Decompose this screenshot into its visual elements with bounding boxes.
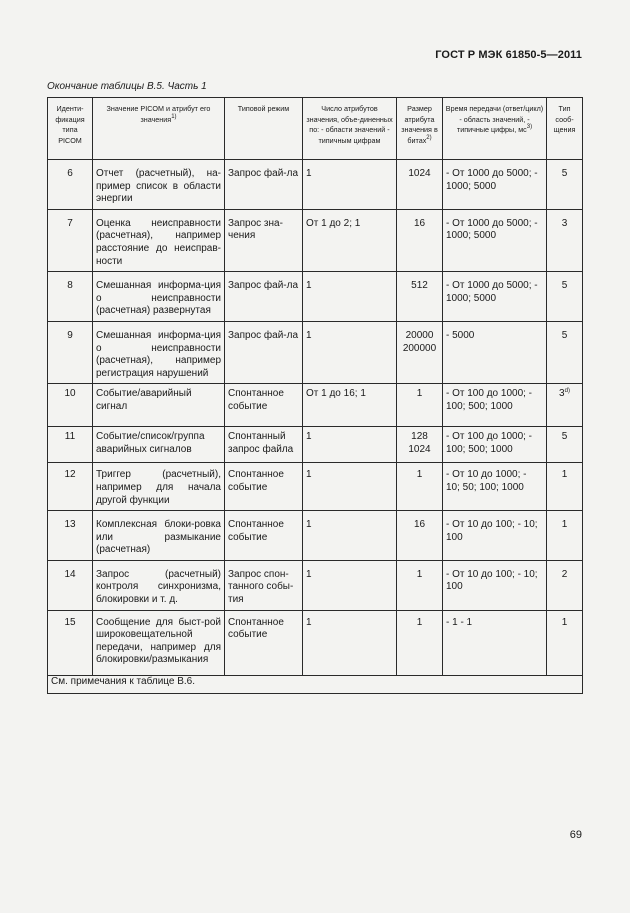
row-time-cell: - От 10 до 100; - 10; 100 [443, 560, 547, 610]
row-bits-cell: 128 1024 [397, 427, 443, 463]
row-mode-cell: Спонтанное событие [225, 463, 303, 511]
row-id-cell: 11 [48, 427, 93, 463]
table-row [48, 511, 583, 561]
table-row [48, 160, 583, 210]
row-value-cell: Смешанная информа-ция о неисправности (расчетная), например регистрация нарушений [93, 321, 225, 383]
table-row [48, 384, 583, 427]
row-value-cell: Событие/аварийный сигнал [93, 384, 225, 427]
row-id-cell: 7 [48, 209, 93, 271]
row-value-cell: Запрос (расчетный) контроля синхронизма, блокировки и т. д. [93, 560, 225, 610]
row-msg-type-cell: 1 [547, 463, 583, 511]
row-value-cell: Оценка неисправности (расчетная), например расстояние до неисправ-ности [93, 209, 225, 271]
row-bits-cell: 1024 [397, 160, 443, 210]
row-attr-count-cell: 1 [303, 321, 397, 383]
row-value-cell: Комплексная блоки-ровка или размыкание (расчетная) [93, 511, 225, 561]
col-header-time: Время передачи (ответ/цикл) - область значений, - типичные цифры, $мс^{3)}$ [443, 98, 547, 160]
row-time-cell: - От 1000 до 5000; - 1000; 5000 [443, 209, 547, 271]
row-attr-count-cell: 1 [303, 160, 397, 210]
row-attr-count-cell: 1 [303, 610, 397, 675]
col-header-value: Значение PICOM и атрибут его значения$^{1)}$ [93, 98, 225, 160]
row-id-cell: 9 [48, 321, 93, 383]
row-time-cell: - От 1000 до 5000; - 1000; 5000 [443, 160, 547, 210]
row-mode-cell: Спонтанное событие [225, 511, 303, 561]
row-mode-cell: Спонтанное событие [225, 384, 303, 427]
table-row [48, 463, 583, 511]
row-value-cell: Сообщение для быст-рой широковещательной передачи, например для блокировки/размыкания [93, 610, 225, 675]
col-header-attr-count: Число атрибутов значения, объе-диненных по: - области значений - типичным цифрам [303, 98, 397, 160]
row-time-cell: - От 10 до 1000; - 10; 50; 100; 1000 [443, 463, 547, 511]
row-attr-count-cell: 1 [303, 463, 397, 511]
row-mode-cell: Запрос фай-ла [225, 160, 303, 210]
row-value-cell: Событие/список/группа аварийных сигналов [93, 427, 225, 463]
table-row [48, 560, 583, 610]
col-header-size: Размер атрибута значения в битах$^{2)}$ [397, 98, 443, 160]
table-row [48, 610, 583, 675]
row-bits-cell: 1 [397, 463, 443, 511]
table-row [48, 321, 583, 383]
row-msg-type-cell: 5 [547, 272, 583, 322]
table-note-row [48, 675, 583, 693]
row-mode-cell: Спонтанное событие [225, 610, 303, 675]
row-attr-count-cell: 1 [303, 427, 397, 463]
table-header-row [48, 98, 583, 160]
row-time-cell: - От 10 до 100; - 10; 100 [443, 511, 547, 561]
footnote-marker: 2) [426, 134, 432, 141]
row-time-cell: - От 100 до 1000; - 100; 500; 1000 [443, 427, 547, 463]
picom-table [47, 97, 583, 694]
row-msg-type-cell: 1 [547, 511, 583, 561]
row-attr-count-cell: 1 [303, 272, 397, 322]
row-bits-cell: 512 [397, 272, 443, 322]
row-msg-type-cell: 2 [547, 560, 583, 610]
row-time-cell: - 1 - 1 [443, 610, 547, 675]
col-header-msg-type: Тип сооб-щения [547, 98, 583, 160]
row-id-cell: 6 [48, 160, 93, 210]
row-id-cell: 12 [48, 463, 93, 511]
table-row [48, 272, 583, 322]
row-bits-cell: 1 [397, 384, 443, 427]
row-mode-cell: Спонтанный запрос файла [225, 427, 303, 463]
row-mode-cell: Запрос зна-чения [225, 209, 303, 271]
row-mode-cell: Запрос спон-танного собы-тия [225, 560, 303, 610]
row-value-cell: Триггер (расчетный), например для начала другой функции [93, 463, 225, 511]
row-time-cell: - От 1000 до 5000; - 1000; 5000 [443, 272, 547, 322]
row-msg-type-cell: 3 [547, 209, 583, 271]
row-msg-type-cell: 3$^{d)}$ [547, 384, 583, 427]
footnote-marker: d) [564, 388, 570, 395]
row-bits-cell: 16 [397, 209, 443, 271]
row-id-cell: 10 [48, 384, 93, 427]
row-attr-count-cell: От 1 до 16; 1 [303, 384, 397, 427]
row-msg-type-cell: 5 [547, 321, 583, 383]
row-msg-type-cell: 5 [547, 160, 583, 210]
col-header-mode: Типовой режим [225, 98, 303, 160]
table-row [48, 427, 583, 463]
row-mode-cell: Запрос фай-ла [225, 272, 303, 322]
row-time-cell: - 5000 [443, 321, 547, 383]
col-header-id: Иденти-фикация типа PICOM [48, 98, 93, 160]
row-attr-count-cell: 1 [303, 560, 397, 610]
standard-code: ГОСТ Р МЭК 61850-5—2011 [435, 49, 582, 61]
row-id-cell: 13 [48, 511, 93, 561]
row-bits-cell: 16 [397, 511, 443, 561]
footnote-marker: 1) [171, 113, 177, 120]
row-value-cell: Отчет (расчетный), на-пример список в области энергии [93, 160, 225, 210]
table-row [48, 209, 583, 271]
row-bits-cell: 1 [397, 610, 443, 675]
row-time-cell: - От 100 до 1000; - 100; 500; 1000 [443, 384, 547, 427]
row-bits-cell: 1 [397, 560, 443, 610]
row-msg-type-cell: 5 [547, 427, 583, 463]
table-note: См. примечания к таблице В.6. [48, 675, 583, 693]
row-id-cell: 8 [48, 272, 93, 322]
row-bits-cell: 20000 200000 [397, 321, 443, 383]
row-attr-count-cell: От 1 до 2; 1 [303, 209, 397, 271]
row-id-cell: 14 [48, 560, 93, 610]
table-caption: Окончание таблицы В.5. Часть 1 [47, 81, 207, 92]
row-value-cell: Смешанная информа-ция о неисправности (расчетная) развернутая [93, 272, 225, 322]
row-attr-count-cell: 1 [303, 511, 397, 561]
footnote-marker: 3) [526, 124, 533, 130]
row-id-cell: 15 [48, 610, 93, 675]
page-number: 69 [569, 829, 582, 841]
row-msg-type-cell: 1 [547, 610, 583, 675]
row-mode-cell: Запрос фай-ла [225, 321, 303, 383]
